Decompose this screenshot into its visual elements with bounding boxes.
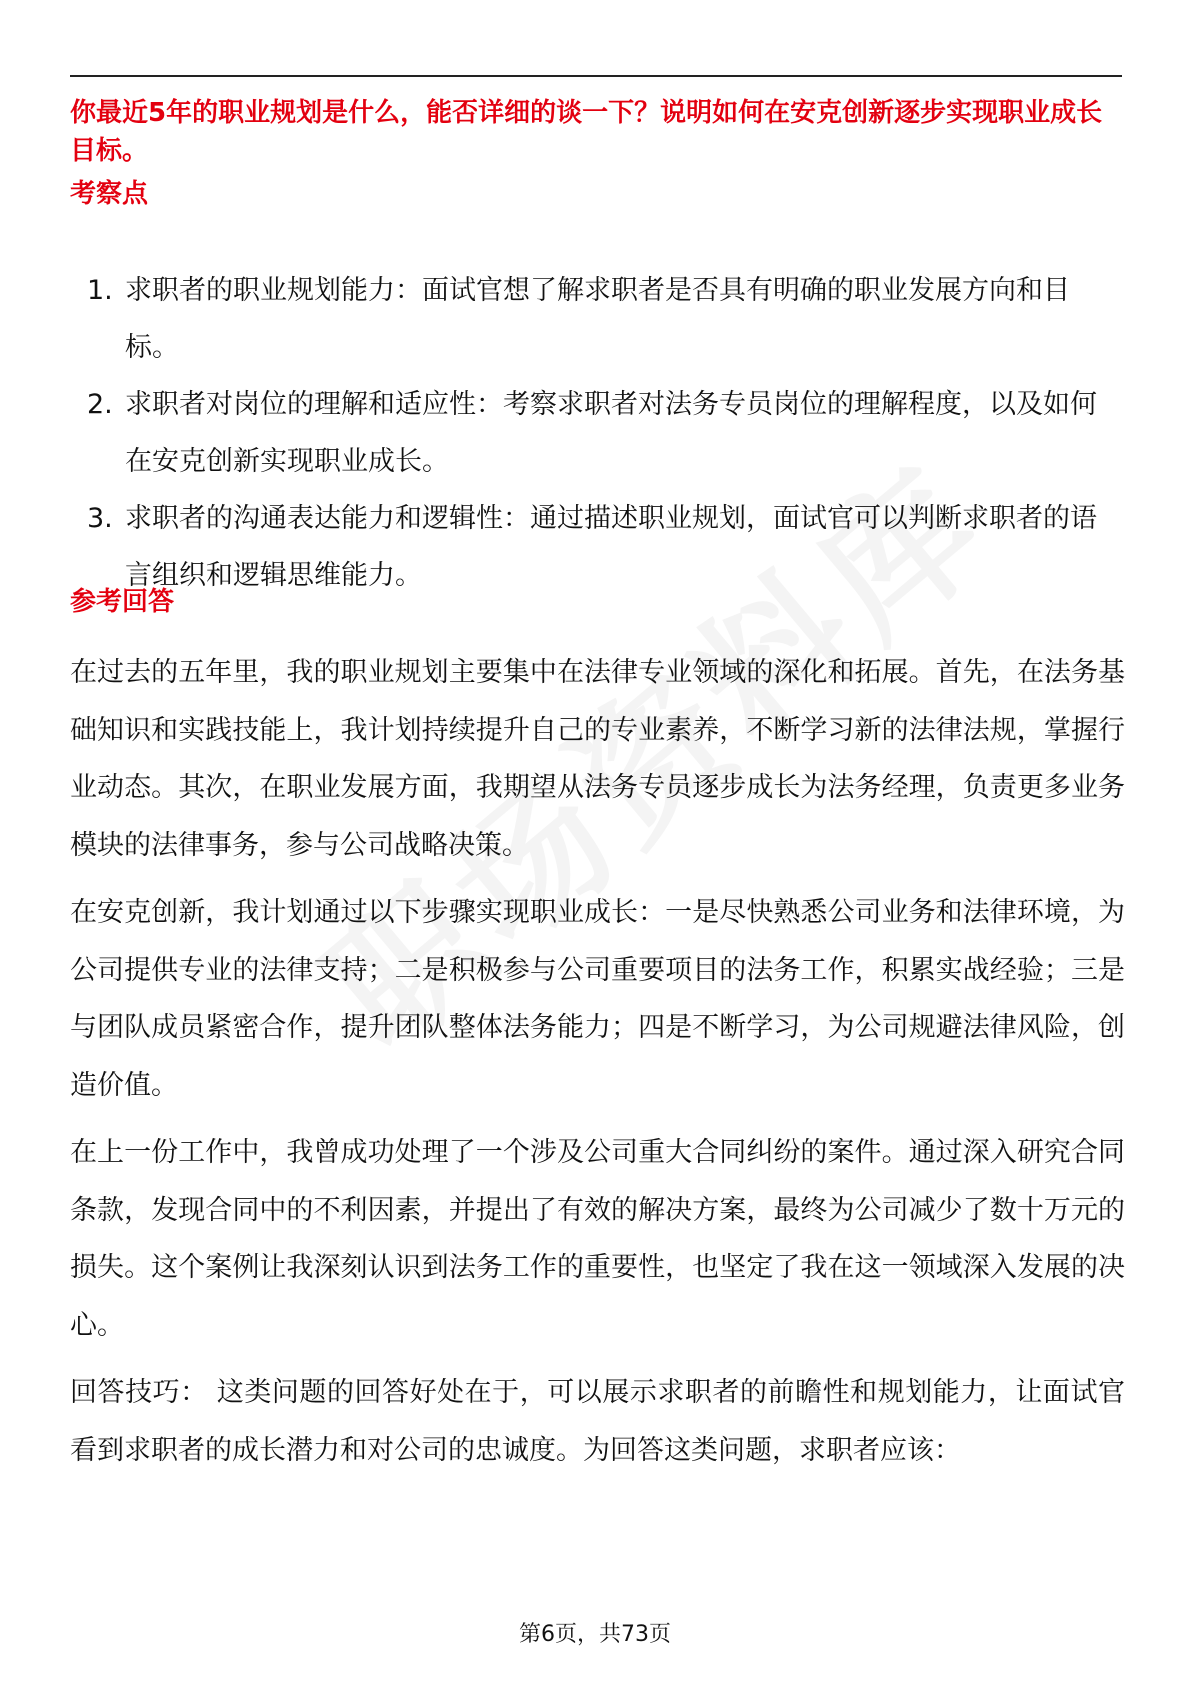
- list-text: 求职者对岗位的理解和适应性：考察求职者对法务专员岗位的理解程度，以及如何在安克创新实现职业成长。: [125, 389, 1097, 477]
- list-text: 求职者的职业规划能力：面试官想了解求职者是否具有明确的职业发展方向和目标。: [125, 275, 1070, 363]
- page-footer: 第6页，共73页: [519, 1622, 671, 1647]
- answer-paragraph: 在过去的五年里，我的职业规划主要集中在法律专业领域的深化和拓展。首先，在法务基础知识和实践技能上，我计划持续提升自己的专业素养，不断学习新的法律法规，掌握行业动态。其次，在职业发展方面，我期望从法务专员逐步成长为法务经理，负责更多业务模块的法律事务，参与公司战略决策。: [70, 657, 1125, 861]
- section-title-answer: 参考回答: [70, 587, 175, 617]
- top-rule: [70, 75, 1122, 77]
- list-number: 2.: [87, 389, 113, 420]
- section-title-points: 考察点: [70, 179, 149, 209]
- question-heading: 你最近5年的职业规划是什么，能否详细的谈一下？说明如何在安克创新逐步实现职业成长目标。: [70, 98, 1103, 166]
- list-item: [70, 262, 1120, 376]
- list-item: [70, 376, 1120, 490]
- list-number: 3.: [87, 503, 113, 534]
- tips-paragraph: 回答技巧： 这类问题的回答好处在于，可以展示求职者的前瞻性和规划能力，让面试官看到求职者的成长潜力和对公司的忠诚度。为回答这类问题，求职者应该：: [70, 1377, 1125, 1466]
- answer-paragraph: 在安克创新，我计划通过以下步骤实现职业成长：一是尽快熟悉公司业务和法律环境，为公司提供专业的法律支持；二是积极参与公司重要项目的法务工作，积累实战经验；三是与团队成员紧密合作，提升团队整体法务能力；四是不断学习，为公司规避法律风险，创造价值。: [70, 897, 1125, 1101]
- list-item: [70, 490, 1120, 604]
- list-text: 求职者的沟通表达能力和逻辑性：通过描述职业规划，面试官可以判断求职者的语言组织和逻辑思维能力。: [125, 503, 1097, 591]
- answer-paragraph: 在上一份工作中，我曾成功处理了一个涉及公司重大合同纠纷的案件。通过深入研究合同条款，发现合同中的不利因素，并提出了有效的解决方案，最终为公司减少了数十万元的损失。这个案例让我深刻认识到法务工作的重要性，也坚定了我在这一领域深入发展的决心。: [70, 1137, 1125, 1341]
- list-number: 1.: [87, 275, 113, 306]
- points-list: [70, 262, 1120, 604]
